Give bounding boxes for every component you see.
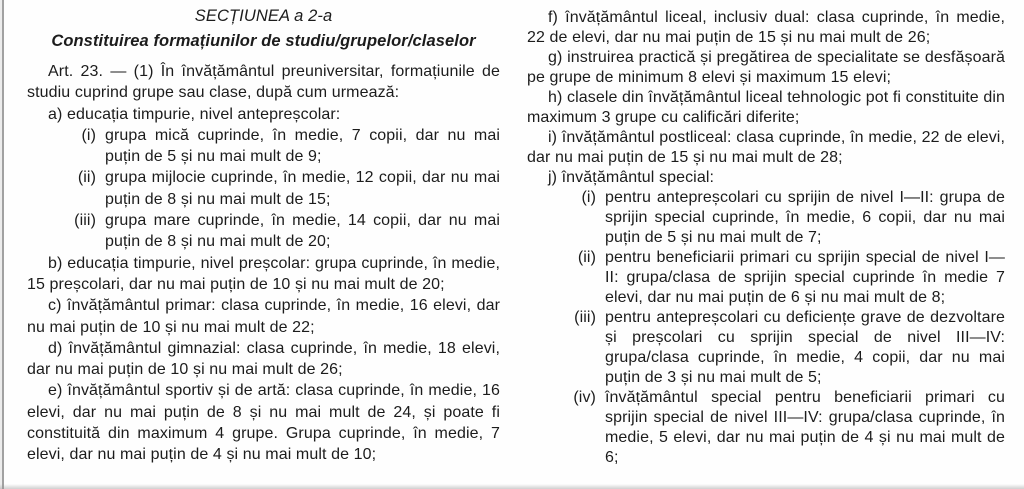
roman-marker-iii: (iii) xyxy=(74,212,96,230)
roman-item-a-iii xyxy=(27,210,500,253)
roman-text-ii: pentru beneficiarii primari cu sprijin special de nivel I—II: grupa/clasa de sprijin special cuprinde în medie 7 elevi, dar nu mai puțin de 6 și nu mai mult de 8; xyxy=(605,249,1005,306)
roman-text-i: grupa mică cuprinde, în medie, 7 copii, dar nu mai puțin de 5 și nu mai mult de 9; xyxy=(105,126,500,166)
section-heading: SECȚIUNEA a 2-a xyxy=(194,7,333,25)
roman-text-ii: grupa mijlocie cuprinde, în medie, 12 copii, dar nu mai puțin de 8 și nu mai mult de 15; xyxy=(105,169,500,208)
list-item-g: g) instruirea practică și pregătirea de specialitate se desfășoară pe grupe de minimum 8 elevi și maximum 15 elevi; xyxy=(527,49,1005,86)
list-item-a: a) educația timpurie, nivel antepreșcolar: xyxy=(48,105,341,123)
roman-item-j-i xyxy=(527,188,1005,248)
roman-item-j-iv xyxy=(527,388,1005,468)
list-item-f: f) învățământul liceal, inclusiv dual: clasa cuprinde, în medie, 22 de elevi, dar nu mai puțin de 15 și nu mai mult de 26; xyxy=(527,9,1005,46)
roman-marker-i: (i) xyxy=(81,126,96,144)
list-item-e: e) învățământul sportiv și de artă: clasa cuprinde, în medie, 16 elevi, dar nu mai puțin de 8 și nu mai mult de 24, și poate fi constituită din maximum 4 grupe. Grupa cuprinde, în medie, 7 elevi, dar nu mai puțin de 4 și nu mai mult de 10; xyxy=(27,382,500,464)
roman-text-iv: învățământul special pentru beneficiarii primari cu sprijin special de nivel III—IV: grupa/clasa cuprinde, în medie, 5 elevi, dar nu mai puțin de 4 și nu mai mult de 6; xyxy=(605,389,1005,466)
right-column xyxy=(527,4,1005,468)
roman-text-i: pentru antepreșcolari cu sprijin de nivel I—II: grupa de sprijin special cuprinde, în medie, 6 copii, dar nu mai puțin de 5 și nu mai mult de 7; xyxy=(605,189,1005,246)
roman-text-iii: grupa mare cuprinde, în medie, 14 copii, dar nu mai puțin de 8 și nu mai mult de 20; xyxy=(105,212,500,251)
scan-left-edge-line xyxy=(2,0,4,489)
roman-marker-ii: (ii) xyxy=(77,169,96,187)
scan-bottom-artifact xyxy=(0,484,1024,489)
list-item-b: b) educația timpurie, nivel preșcolar: grupa cuprinde, în medie, 15 preșcolari, dar nu mai puțin de 10 și nu mai mult de 20; xyxy=(27,254,500,293)
list-item-c: c) învățământul primar: clasa cuprinde, în medie, 16 elevi, dar nu mai puțin de 10 și nu mai mult de 22; xyxy=(27,297,500,336)
roman-item-j-iii xyxy=(527,308,1005,388)
roman-marker-ii: (ii) xyxy=(577,249,596,266)
left-column xyxy=(27,4,500,468)
roman-item-a-ii xyxy=(27,167,500,210)
roman-marker-iv: (iv) xyxy=(573,389,596,406)
document-body xyxy=(27,4,1005,468)
list-item-i: i) învățământul postliceal: clasa cuprinde, în medie, 22 de elevi, dar nu mai puțin de 15 și nu mai mult de 28; xyxy=(527,129,1005,166)
list-item-j: j) învățământul special: xyxy=(548,169,715,186)
list-item-h: h) clasele din învățământul liceal tehnologic pot fi constituite din maximum 3 grupe cu calificări diferite; xyxy=(527,89,1005,126)
roman-marker-iii: (iii) xyxy=(574,309,596,326)
roman-item-a-i xyxy=(27,125,500,168)
list-item-d: d) învățământul gimnazial: clasa cuprinde, în medie, 18 elevi, dar nu mai puțin de 10 și nu mai mult de 26; xyxy=(27,339,500,379)
article-intro-paragraph: Art. 23. — (1) În învățământul preuniversitar, formațiunile de studiu cuprind grupe sau clase, după cum urmează: xyxy=(27,63,500,102)
roman-marker-i: (i) xyxy=(581,189,596,206)
section-subheading: Constituirea formațiunilor de studiu/grupelor/claselor xyxy=(51,32,476,50)
roman-item-j-ii xyxy=(527,248,1005,308)
roman-text-iii: pentru antepreșcolari cu deficiențe grave de dezvoltare și preșcolari cu sprijin special de nivel III—IV: grupa/clasa cuprinde, în medie, 4 copii, dar nu mai puțin de 3 și nu mai mult de 5; xyxy=(605,309,1005,386)
